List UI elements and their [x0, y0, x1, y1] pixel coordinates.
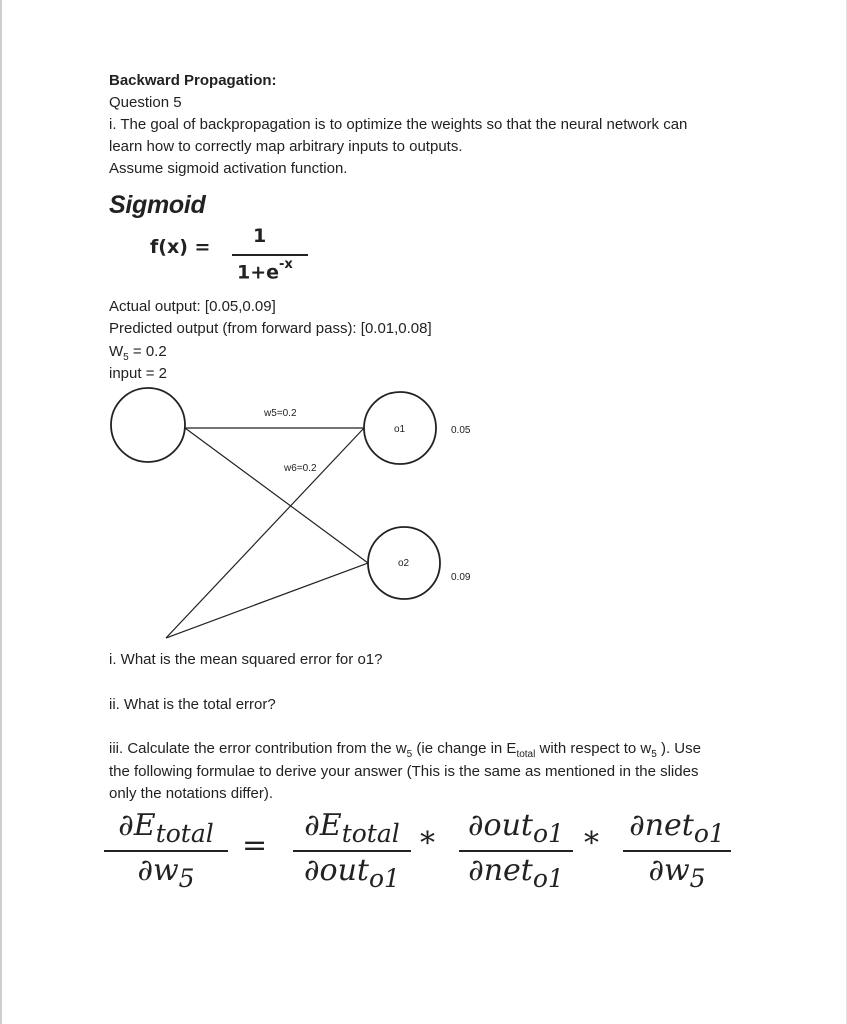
multiply-sign-2: * — [584, 826, 599, 861]
sigmoid-lhs: f(x) = — [150, 236, 211, 258]
label-w6: w6=0.2 — [284, 463, 317, 474]
value-o1: 0.05 — [451, 425, 471, 436]
intro-line-1: i. The goal of backpropagation is to optimize the weights so that the neural network can — [109, 116, 688, 133]
equals-sign: = — [242, 828, 268, 863]
actual-output: Actual output: [0.05,0.09] — [109, 298, 276, 315]
sigmoid-heading: Sigmoid — [109, 191, 206, 219]
predicted-output: Predicted output (from forward pass): [0.01,0.08] — [109, 320, 432, 337]
section-title: Backward Propagation: — [109, 72, 277, 89]
edge-w6 — [185, 428, 368, 563]
sigmoid-numerator: 1 — [253, 225, 267, 247]
formula-term-3: ∂net$_{o1}$ $\partial w_5$ — [623, 808, 731, 893]
input-node — [111, 388, 185, 462]
edge-lower-to-o1 — [166, 428, 364, 638]
label-w5: w5=0.2 — [264, 408, 297, 419]
input-value: input = 2 — [109, 365, 167, 382]
question-iii-line-2: the following formulae to derive your answer (This is the same as mentioned in the slides — [109, 763, 699, 780]
question-i: i. What is the mean squared error for o1? — [109, 651, 383, 668]
multiply-sign-1: * — [420, 826, 435, 861]
label-o2: o2 — [398, 558, 410, 569]
sigmoid-denominator: $1+e^{-x}$ — [237, 257, 293, 284]
edge-lower-to-o2 — [166, 563, 368, 638]
formula-term-1: $\partial E_{total}$ ∂out$_{o1}$ — [293, 808, 411, 893]
question-iii-line-3: only the notations differ). — [109, 785, 273, 802]
w5-value: $W_5 = 0.2$ — [109, 343, 167, 363]
assumption-text: Assume sigmoid activation function. — [109, 160, 348, 177]
sigmoid-exponent: -x — [279, 257, 293, 272]
label-o1: o1 — [394, 424, 406, 435]
formula-lhs: $\partial E_{total}$ $\partial w_5$ — [104, 808, 228, 893]
intro-line-2: learn how to correctly map arbitrary inputs to outputs. — [109, 138, 463, 155]
question-number: Question 5 — [109, 94, 182, 111]
question-iii-line-1: iii. Calculate the error contribution from the $w_5$ (ie change in $E_{total}$ with respect to $w_5$ ). Use — [109, 740, 701, 760]
formula-term-2: ∂out$_{o1}$ ∂net$_{o1}$ — [459, 808, 573, 893]
value-o2: 0.09 — [451, 572, 471, 583]
question-ii: ii. What is the total error? — [109, 696, 276, 713]
